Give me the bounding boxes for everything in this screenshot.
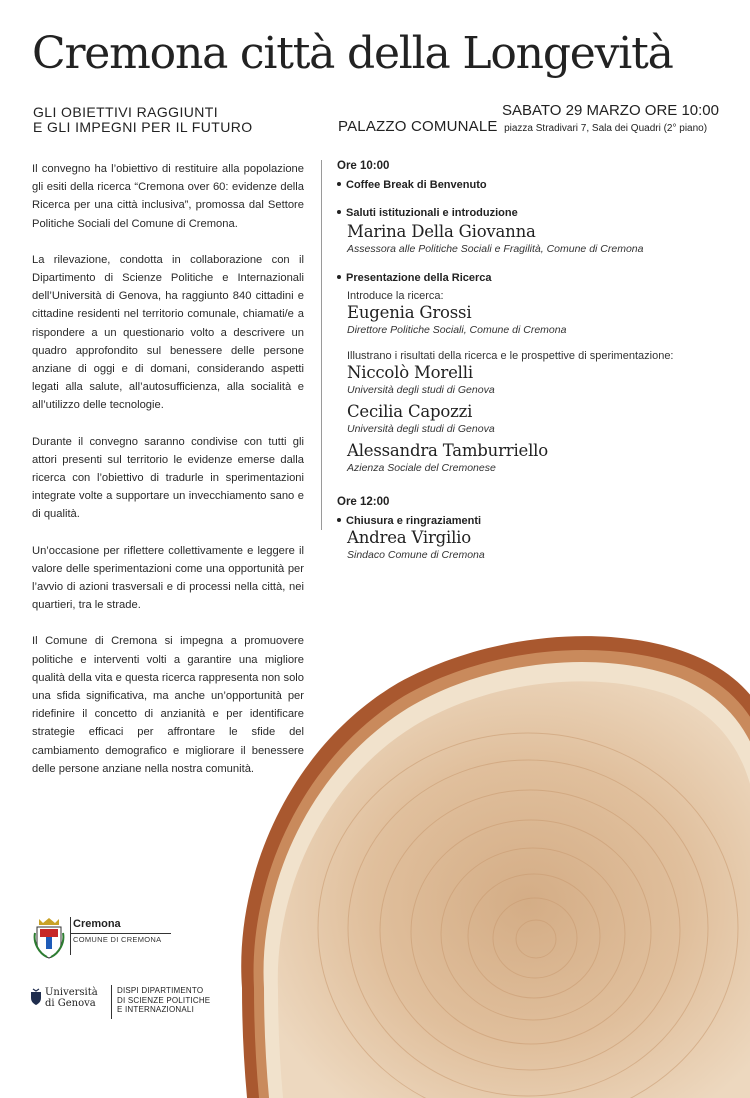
bullet-icon	[337, 210, 341, 214]
unige-line-1: Università	[45, 987, 98, 998]
speaker-role: Sindaco Comune di Cremona	[347, 549, 485, 561]
page-title: Cremona città della Longevità	[32, 28, 673, 79]
speaker-name: Niccolò Morelli	[347, 363, 473, 382]
logo-divider	[111, 985, 112, 1019]
speaker-name: Eugenia Grossi	[347, 303, 472, 322]
unige-name	[45, 987, 98, 1009]
program-item	[337, 179, 732, 191]
dispi-line-1: DISPI DIPARTIMENTO	[117, 986, 204, 995]
item-label: Chiusura e ringraziamenti	[346, 515, 482, 527]
speaker-role: Assessora alle Politiche Sociali e Fragilità, Comune di Cremona	[347, 243, 644, 255]
subtitle	[33, 105, 323, 135]
unige-line-2: di Genova	[45, 998, 96, 1009]
item-label: Coffee Break di Benvenuto	[346, 179, 487, 191]
bullet-icon	[337, 182, 341, 186]
speaker-role: Università degli studi di Genova	[347, 384, 495, 396]
program-schedule	[337, 160, 732, 561]
dispi-line-2: DI SCIENZE POLITICHE	[117, 995, 211, 1005]
paragraph: La rilevazione, condotta in collaborazione con il Dipartimento di Scienze Politiche e Internazionali dell’Università di Genova, ha raggiunto 840 cittadini e cittadine residenti nel territorio comunale, chiamati/e a rispondere a un questionario volto a descrivere un quadro approfondito sul benessere delle persone anziane di oggi e di domani, considerando aspetti legati alla salute, all’autosufficienza, alla socialità e all’utilizzo delle tecnologie.	[32, 253, 304, 412]
bullet-icon	[337, 275, 341, 279]
bullet-icon	[337, 518, 341, 522]
dispi-name	[117, 986, 210, 1015]
logo-divider	[71, 933, 171, 934]
dispi-line-3: E INTERNAZIONALI	[117, 1005, 194, 1014]
unige-emblem-icon	[29, 988, 43, 1006]
speaker-role: Azienza Sociale del Cremonese	[347, 462, 496, 474]
item-label: Saluti istituzionali e introduzione	[346, 207, 518, 219]
item-label: Presentazione della Ricerca	[346, 272, 492, 284]
intro-label: Introduce la ricerca:	[347, 290, 444, 302]
divider	[321, 160, 322, 530]
venue-address: piazza Stradivari 7, Sala dei Quadri (2° piano)	[504, 123, 708, 134]
cremona-logo-subtitle: COMUNE DI CREMONA	[73, 935, 162, 944]
intro-label: Illustrano i risultati della ricerca e le prospettive di sperimentazione:	[347, 350, 674, 362]
subtitle-line-2: E GLI IMPEGNI PER IL FUTURO	[33, 119, 253, 135]
paragraph: Durante il convegno saranno condivise con tutti gli attori presenti sul territorio le evidenze emerse dalla ricerca con l’obiettivo di tradurle in sperimentazioni integrate volte a supportare un invecchiamento sano e di qualità.	[32, 435, 304, 521]
speaker-name: Cecilia Capozzi	[347, 402, 473, 421]
subtitle-line-1: GLI OBIETTIVI RAGGIUNTI	[33, 104, 218, 120]
event-venue	[338, 118, 707, 136]
speaker-name: Andrea Virgilio	[347, 528, 471, 547]
time-label: Ore 12:00	[337, 496, 390, 508]
paragraph: Il convegno ha l’obiettivo di restituire alla popolazione gli esiti della ricerca “Cremona over 60: evidenze della Ricerca per una città inclusiva”, promossa dal Settore Politiche Sociali del Comune di Cremona.	[32, 163, 304, 230]
venue-name: PALAZZO COMUNALE	[338, 118, 498, 135]
speaker-name: Marina Della Giovanna	[347, 222, 536, 241]
program-item	[337, 272, 732, 284]
program-item	[337, 207, 732, 219]
coat-of-arms-icon	[33, 917, 65, 959]
paragraph: Un’occasione per riflettere collettivamente e leggere il valore delle sperimentazioni come una opportunità per l’avvio di azioni trasversali e di processi nella città, nei quartieri, tra le strade.	[32, 544, 304, 612]
speaker-role: Direttore Politiche Sociali, Comune di Cremona	[347, 324, 567, 336]
cremona-logo-name: Cremona	[73, 918, 121, 930]
event-date: SABATO 29 MARZO ORE 10:00	[501, 102, 719, 119]
wood-slice-image	[228, 628, 750, 1098]
speaker-name: Alessandra Tamburriello	[347, 441, 548, 460]
comune-cremona-logo	[33, 917, 162, 964]
paragraph: Il Comune di Cremona si impegna a promuovere politiche e interventi volti a garantire una migliore qualità della vita e questa ricerca rappresenta non solo una sfida significativa, ma anche un’opportunità per ridefinire il concetto di anzianità e per identificare strategie efficaci per affrontare le sfide del cambiamento demografico e migliorare il benessere delle persone anziane nella nostra comunità.	[32, 635, 304, 775]
logo-divider	[70, 917, 71, 955]
speaker-role: Università degli studi di Genova	[347, 423, 495, 435]
time-label: Ore 10:00	[337, 160, 390, 172]
program-item	[337, 515, 732, 527]
